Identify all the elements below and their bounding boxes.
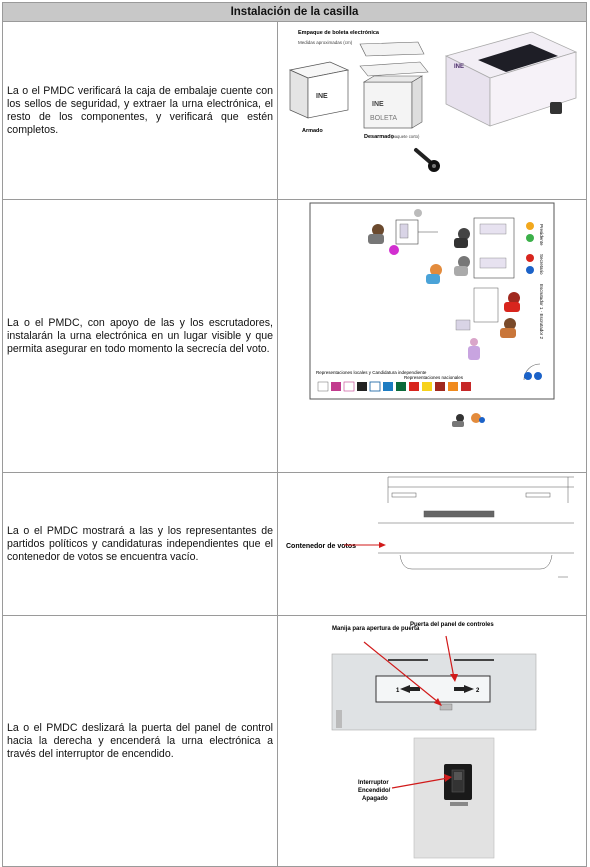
table-header: Instalación de la casilla bbox=[3, 3, 586, 22]
assembled-box-icon bbox=[290, 62, 348, 118]
container-diagram bbox=[278, 473, 586, 615]
package-sub-label: Medidas aproximadas (cm) bbox=[298, 40, 353, 45]
procedure-table bbox=[2, 2, 587, 867]
packaging-illustration bbox=[278, 22, 586, 199]
escrutador-table-icon bbox=[474, 288, 498, 322]
flat-sheet-icon bbox=[360, 42, 424, 56]
side-latch-icon bbox=[336, 710, 342, 728]
device-brand: INE bbox=[454, 64, 465, 70]
step-text-cell bbox=[3, 200, 278, 472]
table-row bbox=[3, 22, 586, 200]
switch-label-line3: Apagado bbox=[362, 796, 388, 802]
door-handle-icon[interactable] bbox=[440, 704, 452, 710]
ballot-word: BOLETA bbox=[370, 115, 398, 122]
voter-marker-icon bbox=[479, 417, 485, 423]
assembled-box-brand: INE bbox=[316, 93, 328, 100]
container-figure bbox=[278, 473, 586, 615]
switch-label-plate bbox=[450, 802, 468, 806]
nacionales-label: Representaciones nacionales bbox=[404, 375, 464, 380]
table-row bbox=[3, 473, 586, 616]
container-callout-label: Contenedor de votos bbox=[286, 543, 357, 550]
exit-sign-icon bbox=[534, 372, 542, 380]
electronic-urn-device bbox=[446, 32, 576, 126]
table-row bbox=[3, 200, 586, 473]
package-label: Empaque de boleta electrónica bbox=[298, 30, 379, 36]
disassembled-box-brand: INE bbox=[372, 101, 384, 108]
presidente-label: Presidente bbox=[539, 224, 544, 246]
door-panel-label: Puerta del panel de controles bbox=[410, 622, 494, 628]
switch-label-line1: Interruptor bbox=[358, 780, 389, 786]
technical-drawing bbox=[378, 477, 574, 577]
voter-marker-icon bbox=[389, 245, 399, 255]
marker-icon bbox=[526, 222, 534, 230]
callout-arrow-head bbox=[379, 542, 386, 548]
exit-sign-icon bbox=[524, 372, 532, 380]
desarmado-label: Desarmado bbox=[364, 134, 394, 140]
table-row bbox=[3, 616, 586, 866]
device-reader-icon bbox=[550, 102, 562, 114]
packaging-figure bbox=[278, 22, 586, 199]
locales-label: Representaciones locales y Candidatura independiente bbox=[316, 370, 427, 375]
switch-label-line2: Encendido/ bbox=[358, 788, 391, 794]
escrutador-label: Escrutador 1 · Escrutador 2 bbox=[539, 284, 544, 340]
key-icon bbox=[416, 150, 440, 172]
voter-figure-icon bbox=[452, 414, 464, 427]
control-panel-figure bbox=[278, 616, 586, 866]
armado-label: Armado bbox=[302, 128, 323, 134]
camera-icon bbox=[414, 209, 422, 217]
desarmado-sub-label: (paquete corto) bbox=[391, 134, 420, 139]
step-text: La o el PMDC mostrará a las y los representantes de partidos políticos y candidaturas independientes que el contenedor de votos se encuentra vacío. bbox=[7, 524, 273, 563]
secretario-label: Secretario bbox=[539, 254, 544, 275]
flat-panel-icon bbox=[360, 62, 428, 76]
handle-label: Manija para apertura de puerta bbox=[332, 626, 420, 632]
step-text: La o el PMDC, con apoyo de las y los escrutadores, instalarán la urna electrónica en un lugar visible y que permita asegurar en todo momento la secrecía del voto. bbox=[7, 316, 273, 355]
step-text-cell bbox=[3, 473, 278, 615]
marker-icon bbox=[526, 234, 534, 242]
arrow1-label: 1 bbox=[396, 688, 400, 694]
marker-icon bbox=[526, 254, 534, 262]
room-layout-diagram bbox=[278, 200, 586, 472]
step-text-cell bbox=[3, 616, 278, 866]
control-panel-diagram bbox=[278, 616, 586, 866]
disassembled-box-icon bbox=[364, 76, 422, 128]
marker-icon bbox=[526, 266, 534, 274]
room-layout-figure bbox=[278, 200, 586, 472]
arrow2-label: 2 bbox=[476, 688, 480, 694]
step-text: La o el PMDC deslizará la puerta del panel de control hacia la derecha y encenderá la urna electrónica a través del interruptor de encendido. bbox=[7, 721, 273, 760]
step-text-cell bbox=[3, 22, 278, 199]
step-text: La o el PMDC verificará la caja de embalaje cuente con los sellos de seguridad, y extraer la urna electrónica, el resto de los componentes, y verificará que estén completos. bbox=[7, 84, 273, 136]
